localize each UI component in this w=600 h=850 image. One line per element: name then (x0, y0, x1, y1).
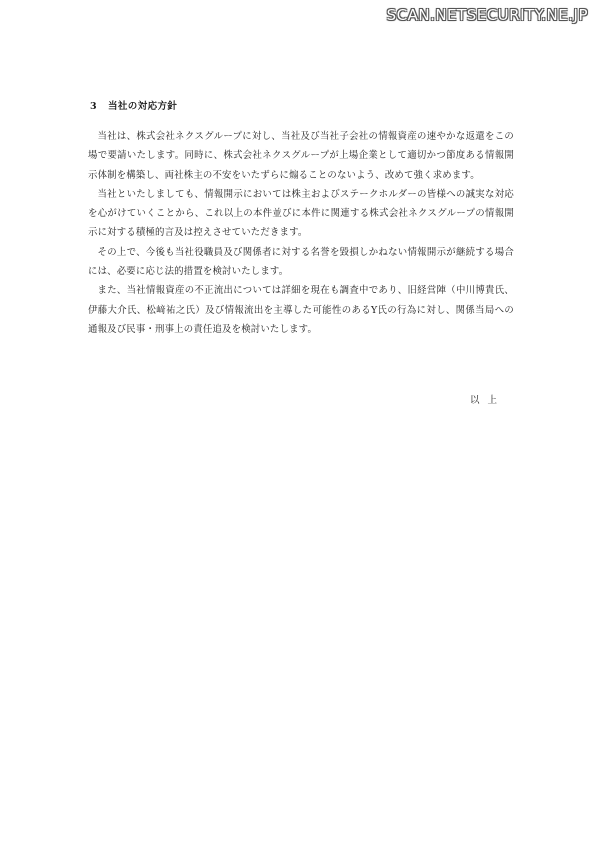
closing-mark: 以上 (470, 395, 506, 406)
paragraph-legal-measures: その上で、今後も当社役職員及び関係者に対する名誉を毀損しかねない情報開示が継続する場合には、必要に応じ法的措置を検討いたします。 (88, 246, 514, 278)
paragraph-return-request: 当社は、株式会社ネクスグループに対し、当社及び当社子会社の情報資産の速やかな返還をこの場で要請いたします。同時に、株式会社ネクスグループが上場企業として適切かつ節度ある情報開示体制を構築し、両社株主の不安をいたずらに煽ることのないよう、改めて強く求めます。 (88, 131, 514, 181)
site-watermark: SCAN.NETSECURITY.NE.JP (386, 6, 588, 24)
section-heading (90, 98, 177, 112)
document-body (88, 127, 514, 339)
section-title: 当社の対応方針 (108, 101, 178, 112)
paragraph-disclosure-policy: 当社といたしましても、情報開示においては株主およびステークホルダーの皆様への誠実な対応を心がけていくことから、これ以上の本件並びに本件に関連する株式会社ネクスグループの情報開示に対する積極的言及は控えさせていただきます。 (88, 188, 514, 239)
paragraph-investigation: また、当社情報資産の不正流出については詳細を現在も調査中であり、旧経営陣（中川博貴氏、伊藤大介氏、松﨑祐之氏）及び情報流出を主導した可能性のあるY氏の行為に対し、関係当局への通報及び民事・刑事上の責任追及を検討いたします。 (88, 285, 514, 335)
section-number: 3 (90, 101, 98, 112)
